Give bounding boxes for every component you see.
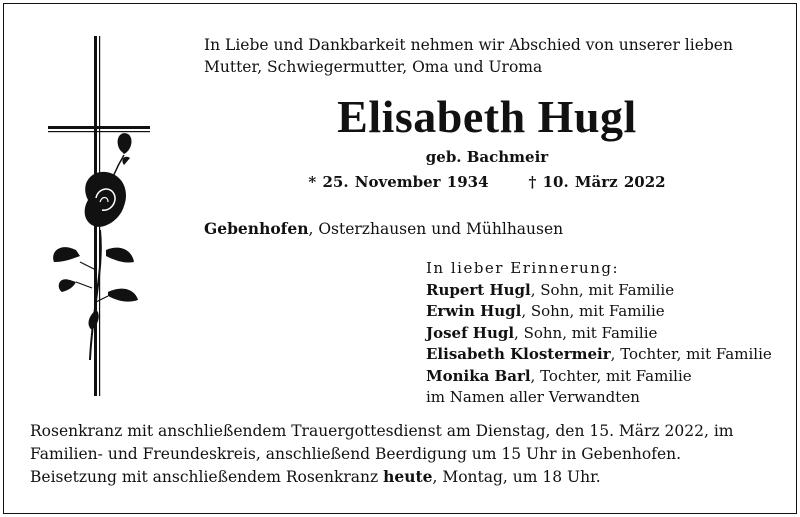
burial-before: Beisetzung mit anschließendem Rosenkranz [30, 468, 384, 486]
mourners-block [426, 258, 772, 409]
mourners-closing: im Namen aller Verwandten [426, 388, 640, 406]
birth-name: geb. Bachmeir [425, 148, 549, 166]
burial-after: , Montag, um 18 Uhr. [432, 468, 601, 486]
mourner-item [426, 301, 772, 323]
deceased-name: Elisabeth Hugl [337, 91, 637, 142]
mourner-name: Rupert Hugl [426, 280, 531, 299]
mourners-heading: In lieber Erinnerung: [426, 259, 620, 277]
service-line-2: Familien- und Freundeskreis, anschließend Beerdigung um 15 Uhr in Gebenhofen. [30, 444, 682, 463]
mourner-name: Josef Hugl [426, 323, 515, 342]
mourner-relation: , Tochter, mit Familie [530, 366, 692, 385]
mourner-relation: , Sohn, mit Familie [521, 302, 665, 320]
burial-day: heute [383, 467, 433, 486]
mourner-relation: , Sohn, mit Familie [530, 280, 675, 299]
intro-text [204, 34, 764, 78]
mourner-name: Erwin Hugl [426, 302, 522, 320]
mourner-relation: , Tochter, mit Familie [610, 345, 772, 363]
mourner-item [426, 280, 772, 302]
mourner-item [426, 366, 772, 388]
death-date: † 10. März 2022 [528, 173, 666, 191]
place-main: Gebenhofen [204, 219, 309, 238]
mourner-item [426, 323, 772, 345]
mourner-name: Elisabeth Klostermeir [426, 345, 611, 363]
place-rest: , Osterzhausen und Mühlhausen [308, 220, 564, 238]
places-line [204, 219, 563, 238]
mourner-relation: , Sohn, mit Familie [514, 323, 658, 342]
mourner-name: Monika Barl [426, 366, 531, 385]
mourner-item [426, 344, 772, 366]
birth-date: * 25. November 1934 [308, 173, 489, 191]
burial-text [30, 467, 770, 486]
service-line-1: Rosenkranz mit anschließendem Trauergottesdienst am Dienstag, den 15. März 2022, im [30, 422, 734, 440]
life-dates [200, 173, 774, 191]
service-text [30, 420, 770, 465]
intro-line-1: In Liebe und Dankbarkeit nehmen wir Abschied von unserer lieben [204, 36, 733, 54]
intro-line-2: Mutter, Schwiegermutter, Oma und Uroma [204, 58, 543, 76]
cross-with-rose-icon [40, 30, 170, 410]
